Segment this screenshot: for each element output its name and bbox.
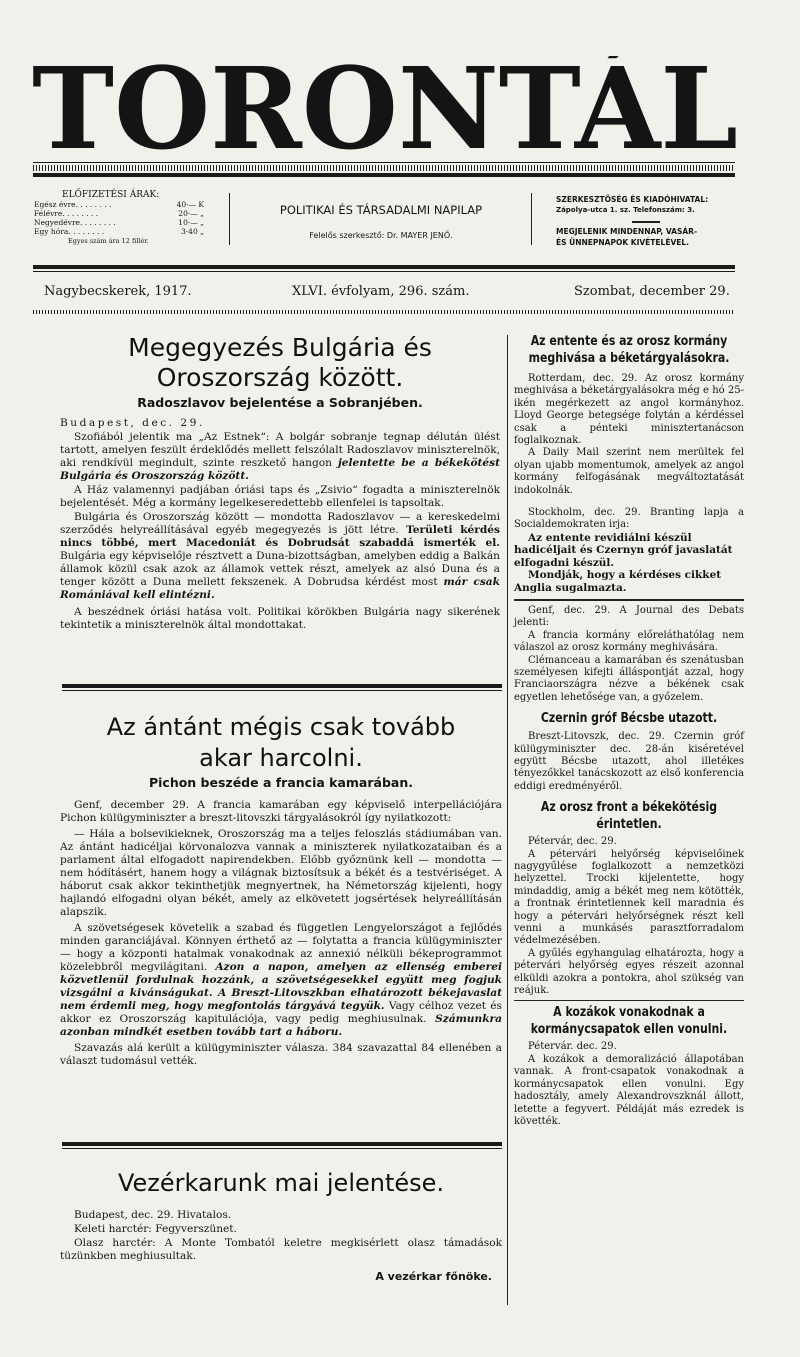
news-heading: A kozákok vonakodnak a kormánycsapatok ellen vonulni. — [530, 1004, 728, 1038]
news-paragraph: Breszt-Litovszk, dec. 29. Czernin gróf külügyminiszter dec. 28-án kiséretével együtt Bécsbe utazott, ahol illetékes tényezőkkel tanácskozott az első konferencia eddigi eredményéről. — [514, 731, 744, 792]
news-paragraph: A Daily Mail szerint nem merültek fel olyan ujabb momentumok, amelyek az angol kormány felfogásának megváltoztatását indokolnák. — [514, 447, 744, 496]
office-box — [556, 194, 736, 248]
report-line: Budapest, dec. 29. Hivatalos. — [74, 1209, 232, 1221]
price-label: Egy hóra — [34, 227, 69, 236]
right-column — [514, 333, 744, 1128]
paragraph: Szofiából jelentik ma „Az Estnek“: A bolgár sobranje tegnap délután ülést tartott, amelyen feszült érdeklődés mellett felszólalt Radoszlavov miniszterelnök, aki rendkívül megindult, szinte reszkető hangon — [60, 431, 500, 469]
price-row: Félévre . . . . . . . . 20·— „ — [34, 209, 204, 218]
price-title: ELŐFIZETÉSI ÁRAK: — [62, 190, 160, 200]
article-subtitle: Radoszlavov bejelentése a Sobranjében. — [137, 395, 423, 410]
single-copy-price: Egyes szám ára 12 fillér. — [68, 237, 149, 245]
emphasis: jelentette be a békekötést Bulgária és Oroszország között. — [60, 457, 501, 482]
issue-date: Szombat, december 29. — [574, 284, 730, 299]
paragraph: Genf, december 29. A francia kamarában egy képviselő interpellációjára Pichon külügyminiszter a breszt-litovszki tárgyalásokról így nyilatkozott: — [60, 799, 502, 824]
office-address: Zápolya-utca 1. sz. Telefonszám: 3. — [556, 206, 695, 214]
news-dateline: Pétervár. dec. 29. — [528, 1041, 617, 1053]
office-address-title: SZERKESZTŐSÉG ÉS KIADÓHIVATAL: — [556, 195, 709, 204]
news-paragraph: A francia kormány előreláthatólag nem válaszol az orosz kormány meghivására. — [514, 629, 744, 654]
price-label: Félévre — [34, 209, 63, 218]
paragraph: Bulgária egy képviselője résztvett a Duna-bizottságban, amelyben eddig a Balkán államok közül csak azok az államok vettek részt, amelyek az alsó Duna és a tenger között a Duna mellett fekszenek. A Dobrudsa kérdést most — [60, 550, 500, 588]
paragraph: Szavazás alá került a külügyminiszter válasza. 384 szavazattal 84 ellenében a választ tudomásul vették. — [60, 1042, 502, 1067]
article-title: Vezérkarunk mai jelentése. — [117, 1169, 445, 1197]
news-emphasis: Az entente revidiálni készül hadicéljait és Czernyn gróf javaslatát elfogadni készül. — [514, 531, 733, 569]
publish-note-1: MEGJELENIK MINDENNAP, VASÁR- — [556, 227, 698, 236]
emphasis: Számunkra azonban mindkét esetben tovább tart a háboru. — [60, 1013, 502, 1038]
price-box — [34, 190, 224, 246]
article-bulgaria — [60, 333, 500, 632]
paragraph: Vagy célhoz vezet és akkor ez Oroszország kapitulációja, vagy pedig meghiusulnak. — [60, 1000, 502, 1025]
price-row: Egy hóra . . . . . . . . 3·40 „ — [34, 227, 204, 236]
news-paragraph: Rotterdam, dec. 29. Az orosz kormány meghivása a béketárgyalásokra még e hó 25-ikén megérkezett az angol kormányhoz. Lloyd George betegsége folytán a kérdéssel csak a pénteki minisztertanácson foglalkoznak. — [514, 373, 744, 447]
article-general-staff — [60, 1166, 502, 1284]
news-paragraph: Genf, dec. 29. A Journal des Debats jelenti: — [514, 604, 744, 629]
news-paragraph: A kozákok a demoralizáció állapotában vannak. A front-csapatok vonakodnak a kormánycsapatok ellen vonulni. Egy hadosztály, amely Alexandrovszknál állott, letette a fegyvert. Példáját más ezredek is követték. — [514, 1053, 744, 1127]
news-paragraph: A pétervári helyőrség képviselőinek nagygyűlése foglalkozott a nemzetközi helyzettel. Trocki kijelentette, hogy mindaddig, amig a békét meg nem kötötték, a frontnak érintetlennek kell maradnia és hogy a pétervári helyőrségnek részt kell venni a munkásés parasztforradalom védelmezésében. — [514, 848, 744, 947]
price-value: 40·— K — [176, 200, 204, 209]
dateline: Budapest, dec. 29. — [60, 417, 205, 429]
news-emphasis: Mondják, hogy a kérdéses cikket Anglia sugalmazta. — [514, 569, 722, 594]
article-title: Az ántánt mégis csak tovább — [106, 713, 456, 741]
paragraph: A szövetségesek követelik a szabad és független Lengyelországot a fejlődés minden garanciájával. Könnyen érthető az — folytatta a francia külügyminiszter — hogy a központi hatalmak vonakodnak az annexió nélküli békeprogrammot közelebbről megvilágitani. — [60, 922, 502, 973]
emphasis: Azon a napon, amelyen az ellenség emberei közvetlenül fordulnak hozzánk, a szövetségesekkel együtt meg fogjuk vizsgálni a kivánságukat. A Breszt-Litovszkban elhatározott békejavaslat nem érdemli meg, hogy megfontolás tárgyává tegyük. — [60, 961, 503, 1012]
news-dateline: Pétervár, dec. 29. — [528, 836, 617, 848]
editor-line: Felelős szerkesztő: Dr. MAYER JENŐ. — [309, 231, 453, 240]
masthead-title — [30, 56, 740, 156]
price-value: 10·— „ — [178, 218, 204, 227]
news-heading: Czernin gróf Bécsbe utazott. — [540, 710, 718, 727]
article-title: Megegyezés Bulgária és — [128, 333, 432, 362]
news-heading: Az entente és az orosz kormány meghivása a béketárgyalásokra. — [528, 333, 730, 366]
price-value: 3·40 „ — [181, 227, 204, 236]
signature: A vezérkar főnöke. — [375, 1270, 492, 1283]
price-value: 20·— „ — [178, 209, 204, 218]
report-line: Keleti harctér: Fegyverszünet. — [74, 1223, 237, 1235]
article-entente — [60, 712, 502, 1068]
news-paragraph: Clémanceau a kamarában és szenátusban személyesen kifejti álláspontját azzal, hogy Franciaországra nézve a békének csak egyetlen lehetősége van, a győzelem. — [514, 654, 744, 703]
article-title: akar harcolni. — [199, 744, 363, 772]
emphasis: Területi kérdés nincs többé, mert Macedoniát és Dobrudsát szabaddá ismerték el. — [60, 524, 500, 549]
paragraph: — Hála a bolsevikieknek, Oroszország ma a teljes feloszlás stádiumában van. Az ántánt hadicéljai körvonalozva vannak a miniszterek nyilatkozataiban és a parlament által elfogadott napirendekben. Előbb győznünk kell — mondotta — nem hódításért, hanem hogy a világnak biztosítsuk a békét és a testvériséget. A háborut csak akkor tekinthetjük megnyertnek, ha Németország kijelenti, hogy hajlandó elfogadni olyan békét, amely az elkövetett jogsértések helyreállításán alapszik. — [60, 828, 502, 918]
article-subtitle: Pichon beszéde a francia kamarában. — [148, 775, 414, 790]
issue-volume: XLVI. évfolyam, 296. szám. — [292, 284, 470, 299]
price-row: Negyedévre . . . . . . . . 10·— „ — [34, 218, 204, 227]
paper-subtitle: POLITIKAI ÉS TÁRSADALMI NAPILAP — [279, 203, 483, 217]
news-heading: Az orosz front a békekötésig érintetlen. — [540, 799, 718, 833]
report-line: Olasz harctér: A Monte Tombatól keletre megkisérlett olasz támadások tüzünkben meghiusultak. — [60, 1237, 502, 1262]
price-label: Egész évre — [34, 200, 76, 209]
issue-place: Nagybecskerek, 1917. — [44, 284, 192, 299]
paragraph: A Ház valamennyi padjában óriási taps és „Zsivio“ fogadta a miniszterelnök bejelentését. Még a kormány legelkeseredettebb ellenfelei is tapsoltak. — [60, 484, 500, 509]
paragraph: A beszédnek óriási hatása volt. Politikai körökben Bulgária nagy sikerének tekintetik a miniszterelnök által mondottakat. — [60, 606, 500, 631]
emphasis: már csak Romániával kell elintézni. — [60, 576, 500, 601]
newspaper-title: TORONTÁL — [32, 56, 740, 156]
news-paragraph: Stockholm, dec. 29. Branting lapja a Socialdemokraten irja: — [514, 507, 744, 531]
news-paragraph: A gyűlés egyhangulag elhatározta, hogy a pétervári helyőrség egyes részeit azonnal elküldi azokra a pontokra, ahol szükség van reájuk. — [514, 947, 744, 997]
publish-note-2: ÉS ÜNNEPNAPOK KIVÉTELÉVEL. — [556, 238, 690, 247]
price-label: Negyedévre — [34, 218, 80, 227]
price-row: Egész évre . . . . . . . . 40·— K — [34, 200, 204, 209]
article-title: Oroszország között. — [156, 363, 404, 392]
paragraph: Bulgária és Oroszország között — mondotta Radoszlavov — a kereskedelmi szerződés helyreállításával egyéb megegyezés is jött létre. — [60, 511, 500, 536]
